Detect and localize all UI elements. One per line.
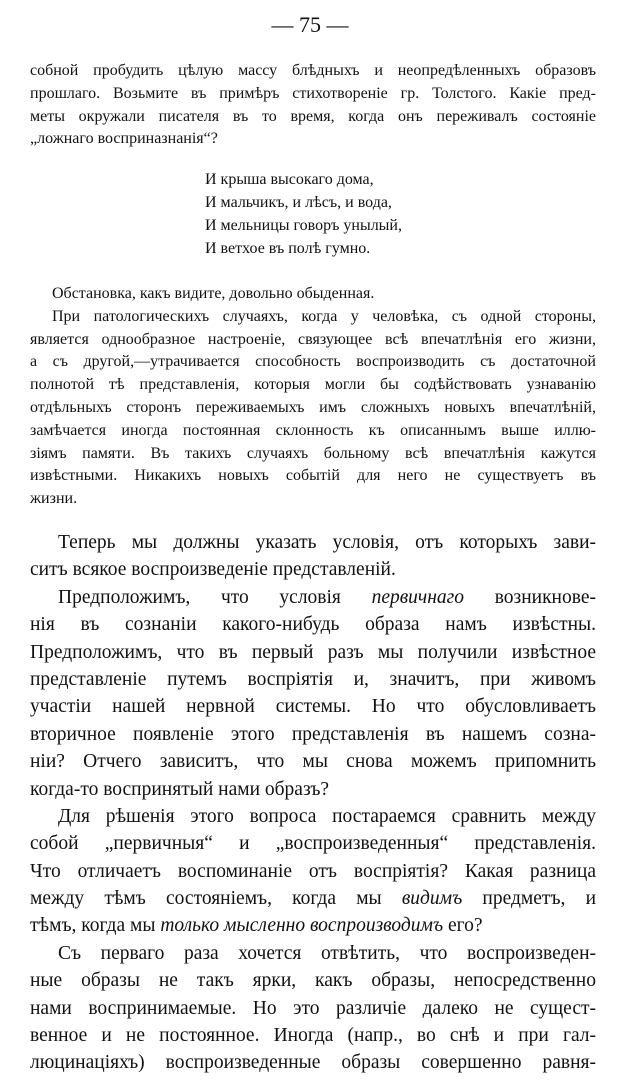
poem-line: И мальчикъ, и лѣсъ, и вода, bbox=[205, 194, 392, 211]
text-line: вторичное появленіе этого представленія въ нашемъ созна- bbox=[30, 723, 596, 745]
text-line: извѣстными. Никакихъ новыхъ событій для него не существуетъ въ bbox=[30, 467, 596, 485]
emphasis: видимъ bbox=[401, 888, 463, 910]
text-line: Для рѣшенія этого вопроса постараемся сравнить между bbox=[58, 805, 596, 827]
text-line: тѣмъ, когда мы только мысленно воспроизводимъ его? bbox=[30, 915, 483, 937]
text-line: собой „первичныя“ и „воспроизведенныя“ представленія. bbox=[30, 833, 596, 855]
text-line: люцинаціяхъ) воспроизведенные образы совершенно равня- bbox=[30, 1052, 596, 1074]
poem-line: И мельницы говоръ унылый, bbox=[205, 217, 402, 234]
text-line: меты окружали писателя въ то время, когда онъ переживалъ состояніе bbox=[30, 107, 596, 125]
text-line: отдѣльныхъ сторонъ переживаемыхъ имъ сложныхъ новыхъ впечатлѣній, bbox=[30, 398, 596, 416]
text-line: когда-то воспринятый нами образъ? bbox=[30, 778, 330, 800]
page-number: — 75 — bbox=[271, 12, 349, 37]
paragraph-pathology bbox=[30, 283, 596, 511]
emphasis: первичнаго bbox=[371, 586, 465, 608]
text-line: а съ другой,—утрачивается способность воспроизводить съ достаточной bbox=[30, 353, 596, 371]
text-line: нами воспринимаемые. Но это различіе далеко не сущест- bbox=[30, 997, 596, 1019]
text-line: прошлаго. Возьмите въ примѣръ стихотвореніе гр. Толстого. Какіе пред- bbox=[30, 84, 596, 102]
emphasis: только мысленно воспроизводимъ bbox=[160, 915, 444, 937]
text-line: замѣчается иногда постоянная склонность къ описаннымъ выше иллю- bbox=[30, 421, 596, 439]
text-line: ніи? Отчего зависитъ, что мы снова можемъ припомнить bbox=[30, 751, 596, 773]
text-line: полнотой тѣ представленія, которыя могли бы содѣйствовать узнаванію bbox=[30, 376, 596, 394]
text-line: Съ перваго раза хочется отвѣтить, что воспроизведен- bbox=[58, 942, 596, 964]
text-line: участіи нашей нервной системы. Но что обусловливаетъ bbox=[30, 696, 596, 718]
text-line: венное и не постоянное. Иногда (напр., во снѣ и при гал- bbox=[30, 1025, 596, 1047]
text-line: зіямъ памяти. Въ такихъ случаяхъ больному всѣ впечатлѣнія кажутся bbox=[30, 444, 596, 462]
text-line: „ложнаго восприназнанія“? bbox=[30, 130, 218, 148]
text-line: Что отличаетъ воспоминаніе отъ воспріятія? Какая разница bbox=[30, 860, 596, 882]
text-line: между тѣмъ состояніемъ, когда мы видимъ предметъ, и bbox=[30, 888, 596, 910]
text-line: Предположимъ, что условія первичнаго возникнове- bbox=[58, 586, 596, 608]
poem-line: И крыша высокаго дома, bbox=[205, 171, 374, 188]
text-line: является однообразное настроеніе, связующее всѣ впечатлѣнія его жизни, bbox=[30, 330, 596, 348]
text-line: нія въ сознаніи какого-нибудь образа намъ извѣстны. bbox=[30, 614, 596, 636]
text-line: представленіе путемъ воспріятія и, значитъ, при живомъ bbox=[30, 668, 596, 690]
text-line: При патологическихъ случаяхъ, когда у человѣка, съ одной стороны, bbox=[52, 307, 596, 325]
text-line: Обстановка, какъ видите, довольно обыденная. bbox=[52, 285, 375, 302]
paragraph-quote-context bbox=[30, 60, 596, 151]
main-text bbox=[30, 529, 596, 1077]
text-line: ситъ всякое воспроизведеніе представленій. bbox=[30, 559, 396, 581]
text-line: ные образы не такъ ярки, какъ образы, непосредственно bbox=[30, 970, 596, 992]
poem-line: И ветхое въ полѣ гумно. bbox=[205, 240, 371, 257]
poem-quote bbox=[205, 168, 402, 260]
text-line: собной пробудить цѣлую массу блѣдныхъ и неопредѣленныхъ образовъ bbox=[30, 62, 596, 79]
text-line: Предположимъ, что въ первый разъ мы получили извѣстное bbox=[30, 641, 596, 663]
text-line: Теперь мы должны указать условія, отъ которыхъ зави- bbox=[58, 532, 596, 553]
text-line: жизни. bbox=[30, 490, 78, 508]
